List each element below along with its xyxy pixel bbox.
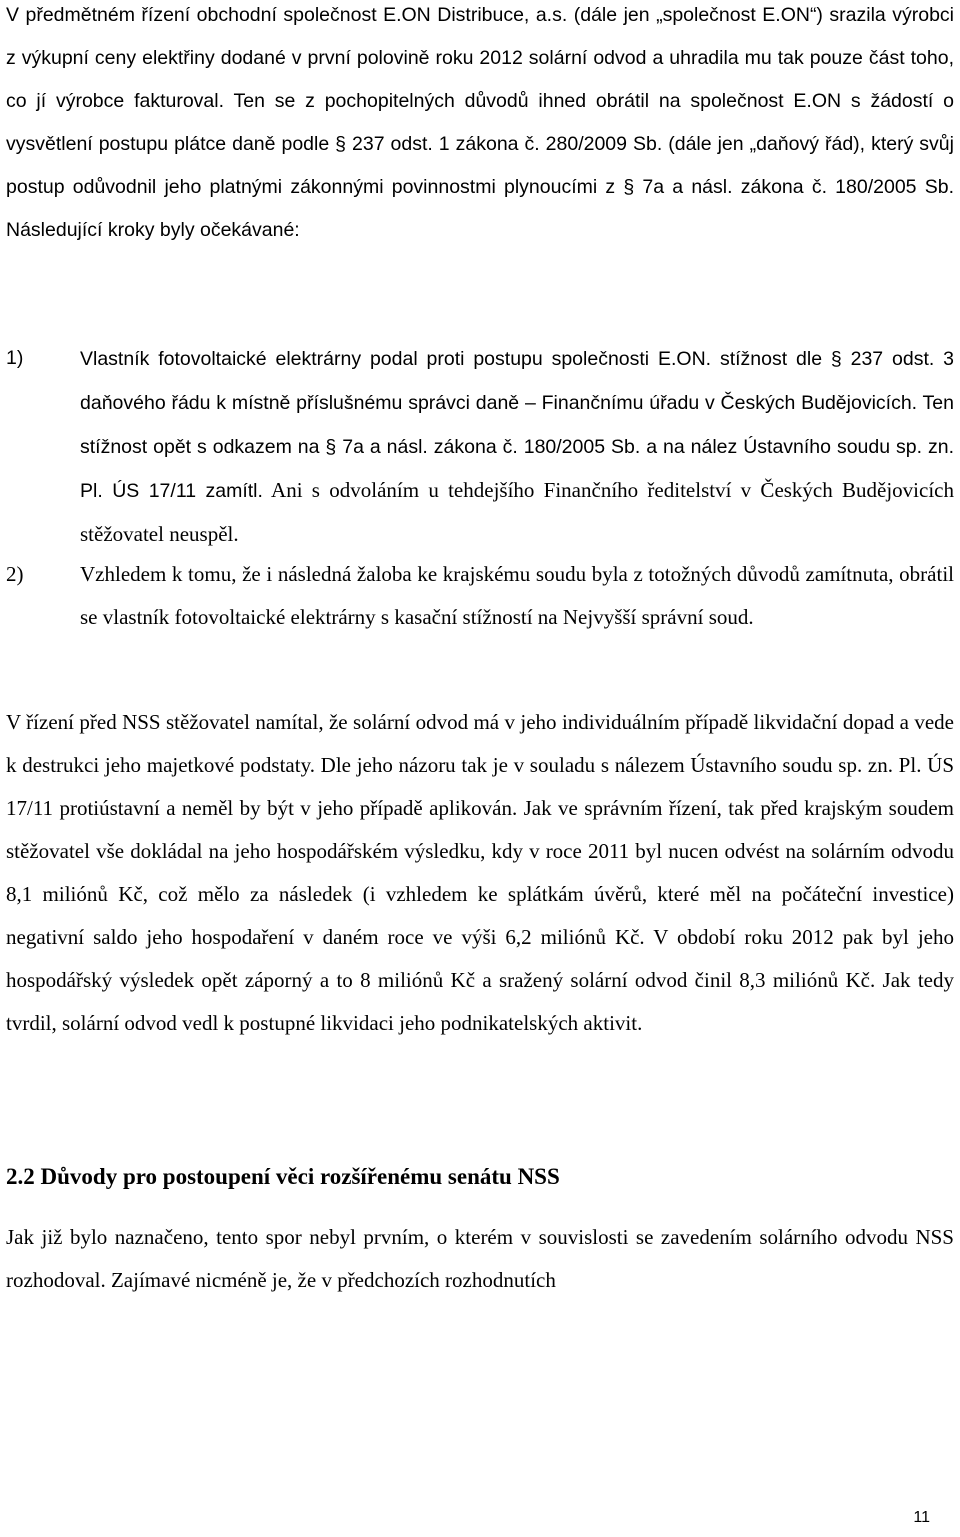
- paragraph-reasons: Jak již bylo naznačeno, tento spor nebyl prvním, o kterém v souvislosti se zavedením solárního odvodu NSS rozhodoval. Zajímavé nicméně je, že v předchozích rozhodnutích: [6, 1225, 954, 1292]
- paragraph-intro: V předmětném řízení obchodní společnost E.ON Distribuce, a.s. (dále jen „společnost E.ON“) srazila výrobci z výkupní ceny elektřiny dodané v první polovině roku 2012 solární odvod a uhradila mu tak pouze část toho, co jí výrobce fakturoval. Ten se z pochopitelných důvodů ihned obrátil na společnost E.ON s žádostí o vysvětlení postupu plátce daně podle § 237 odst. 1 zákona č. 280/2009 Sb. (dále jen „daňový řád), který svůj postup odůvodnil jeho platnými zákonnými povinnostmi plynoucími z § 7a a násl. zákona č. 180/2005 Sb. Následující kroky byly očekávané:: [6, 4, 954, 241]
- list-item-1: [80, 337, 954, 556]
- list-number-2: 2): [6, 562, 24, 586]
- list-number-1: 1): [6, 347, 24, 369]
- paragraph-nss: V řízení před NSS stěžovatel namítal, že solární odvod má v jeho individuálním případě likvidační dopad a vede k destrukci jeho majetkové podstaty. Dle jeho názoru tak je v souladu s nálezem Ústavního soudu sp. zn. Pl. ÚS 17/11 protiústavní a neměl by být v jeho případě aplikován. Jak ve správním řízení, tak před krajským soudem stěžovatel vše dokládal na jeho hospodářském výsledku, kdy v roce 2011 byl nucen odvést na solárním odvodu 8,1 miliónů Kč, což mělo za následek (i vzhledem ke splátkám úvěrů, které měl na počáteční investice) negativní saldo jeho hospodaření v daném roce ve výši 6,2 miliónů Kč. V období roku 2012 pak byl jeho hospodářský výsledek opět záporný a to 8 miliónů Kč a sražený solární odvod činil 8,3 miliónů Kč. Jak tedy tvrdil, solární odvod vedl k postupné likvidaci jeho podnikatelských aktivit.: [6, 710, 954, 1035]
- section-heading: 2.2 Důvody pro postoupení věci rozšířenému senátu NSS: [6, 1164, 560, 1189]
- list-item-2: Vzhledem k tomu, že i následná žaloba ke krajskému soudu byla z totožných důvodů zamítnuta, obrátil se vlastník fotovoltaické elektrárny s kasační stížností na Nejvyšší správní soud.: [80, 562, 954, 629]
- list-item-1-text-a: Vlastník fotovoltaické elektrárny podal proti postupu společnosti E.ON. stížnost dle § 237 odst. 3 daňového řádu k místně příslušnému správci daně – Finančnímu úřadu v Českých Budějovicích. Ten stížnost opět s odkazem na § 7a a násl. zákona č. 180/2005 Sb. a na nález Ústavního soudu sp. zn. Pl. ÚS 17/11 zamítl.: [80, 348, 954, 502]
- page-number: 11: [913, 1509, 930, 1526]
- list-item-1-text-b: Ani s odvoláním u tehdejšího Finančního ředitelství v Českých Budějovicích stěžovatel neuspěl.: [80, 478, 954, 546]
